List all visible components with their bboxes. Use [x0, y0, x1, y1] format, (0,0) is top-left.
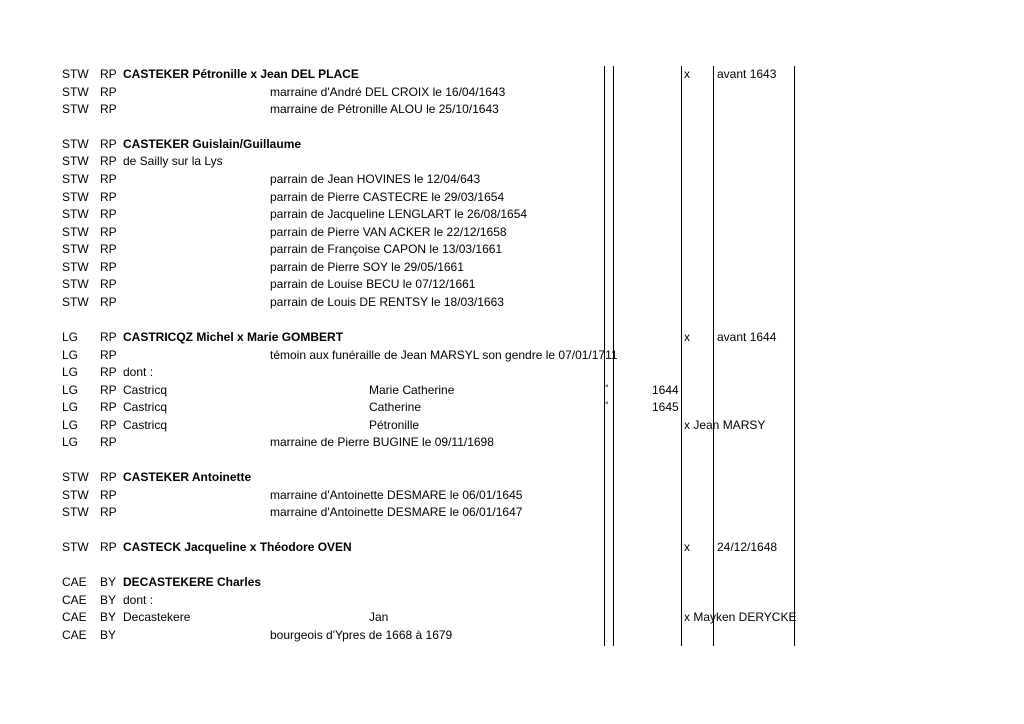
register-row — [0, 84, 1024, 101]
register-row — [0, 206, 1024, 223]
register-row — [0, 329, 1024, 346]
source-code: RP — [100, 400, 117, 414]
marriage-marker: x — [684, 67, 690, 81]
agency-code: LG — [62, 348, 79, 362]
source-code: RP — [100, 137, 117, 151]
agency-code: LG — [62, 435, 79, 449]
person-entry: CASTRICQZ Michel x Marie GOMBERT — [123, 330, 344, 344]
person-entry: Decastekere — [123, 610, 191, 624]
birth-year: 1644 — [652, 383, 679, 397]
register-row — [0, 101, 1024, 118]
register-row — [0, 347, 1024, 364]
person-entry: Castricq — [123, 418, 168, 432]
source-code: RP — [100, 295, 117, 309]
source-code: BY — [100, 593, 117, 607]
agency-code: LG — [62, 400, 79, 414]
agency-code: CAE — [62, 610, 87, 624]
birth-symbol: ° — [605, 383, 609, 393]
register-row — [0, 189, 1024, 206]
source-code: RP — [100, 330, 117, 344]
source-code: RP — [100, 207, 117, 221]
register-row — [0, 382, 1024, 399]
marriage-marker: x Jean MARSY — [684, 418, 766, 432]
source-code: RP — [100, 225, 117, 239]
register-row — [0, 487, 1024, 504]
source-code: RP — [100, 488, 117, 502]
marriage-date: 24/12/1648 — [717, 540, 778, 554]
source-code: RP — [100, 348, 117, 362]
source-code: RP — [100, 190, 117, 204]
agency-code: STW — [62, 154, 89, 168]
event-description: témoin aux funéraille de Jean MARSYL son gendre le 07/01/1711 — [270, 348, 618, 362]
agency-code: STW — [62, 260, 89, 274]
person-entry: CASTEKER Pétronille x Jean DEL PLACE — [123, 67, 359, 81]
agency-code: LG — [62, 418, 79, 432]
register-row — [0, 417, 1024, 434]
agency-code: CAE — [62, 593, 87, 607]
source-code: RP — [100, 67, 117, 81]
person-entry: DECASTEKERE Charles — [123, 575, 262, 589]
register-row — [0, 276, 1024, 293]
register-row — [0, 259, 1024, 276]
marriage-date: avant 1644 — [717, 330, 777, 344]
source-code: RP — [100, 85, 117, 99]
source-code: RP — [100, 505, 117, 519]
event-description: parrain de Jacqueline LENGLART le 26/08/1654 — [270, 207, 528, 221]
person-entry: CASTEKER Antoinette — [123, 470, 252, 484]
agency-code: CAE — [62, 628, 87, 642]
register-row — [0, 469, 1024, 486]
register-row — [0, 504, 1024, 521]
event-description: parrain de Jean HOVINES le 12/04/643 — [270, 172, 481, 186]
register-row — [0, 574, 1024, 591]
source-code: BY — [100, 628, 117, 642]
person-entry: dont : — [123, 593, 154, 607]
source-code: BY — [100, 610, 117, 624]
event-description: bourgeois d'Ypres de 1668 à 1679 — [270, 628, 453, 642]
agency-code: STW — [62, 488, 89, 502]
agency-code: STW — [62, 505, 89, 519]
source-code: RP — [100, 154, 117, 168]
event-description: parrain de Pierre VAN ACKER le 22/12/1658 — [270, 225, 507, 239]
source-code: RP — [100, 365, 117, 379]
agency-code: STW — [62, 295, 89, 309]
person-entry: CASTEKER Guislain/Guillaume — [123, 137, 302, 151]
register-row — [0, 399, 1024, 416]
register-row — [0, 66, 1024, 83]
event-description: marraine d'Antoinette DESMARE le 06/01/1647 — [270, 505, 523, 519]
person-entry: dont : — [123, 365, 154, 379]
source-code: RP — [100, 540, 117, 554]
event-description: parrain de Françoise CAPON le 13/03/1661 — [270, 242, 503, 256]
source-code: RP — [100, 242, 117, 256]
agency-code: STW — [62, 190, 89, 204]
person-entry: de Sailly sur la Lys — [123, 154, 223, 168]
person-entry: Castricq — [123, 383, 168, 397]
event-description: marraine d'André DEL CROIX le 16/04/1643 — [270, 85, 506, 99]
agency-code: LG — [62, 330, 79, 344]
agency-code: LG — [62, 365, 79, 379]
register-row — [0, 153, 1024, 170]
agency-code: STW — [62, 67, 89, 81]
person-entry: CASTECK Jacqueline x Théodore OVEN — [123, 540, 352, 554]
agency-code: STW — [62, 85, 89, 99]
event-description: parrain de Pierre CASTECRE le 29/03/1654 — [270, 190, 505, 204]
source-code: RP — [100, 383, 117, 397]
event-description: parrain de Louise BECU le 07/12/1661 — [270, 277, 476, 291]
agency-code: STW — [62, 225, 89, 239]
register-row — [0, 609, 1024, 626]
agency-code: LG — [62, 383, 79, 397]
event-description: marraine d'Antoinette DESMARE le 06/01/1645 — [270, 488, 523, 502]
register-row — [0, 539, 1024, 556]
agency-code: STW — [62, 137, 89, 151]
marriage-marker: x Mayken DERYCKE — [684, 610, 797, 624]
marriage-marker: x — [684, 330, 690, 344]
source-code: RP — [100, 277, 117, 291]
child-first-name: Jan — [369, 610, 389, 624]
source-code: BY — [100, 575, 117, 589]
source-code: RP — [100, 435, 117, 449]
register-row — [0, 627, 1024, 644]
agency-code: STW — [62, 540, 89, 554]
register-row — [0, 592, 1024, 609]
marriage-marker: x — [684, 540, 690, 554]
source-code: RP — [100, 172, 117, 186]
register-row — [0, 136, 1024, 153]
source-code: RP — [100, 260, 117, 274]
person-entry: Castricq — [123, 400, 168, 414]
agency-code: STW — [62, 242, 89, 256]
register-row — [0, 171, 1024, 188]
event-description: marraine de Pétronille ALOU le 25/10/1643 — [270, 102, 499, 116]
birth-year: 1645 — [652, 400, 679, 414]
agency-code: STW — [62, 172, 89, 186]
register-row — [0, 434, 1024, 451]
agency-code: STW — [62, 470, 89, 484]
event-description: parrain de Pierre SOY le 29/05/1661 — [270, 260, 464, 274]
child-first-name: Catherine — [369, 400, 422, 414]
event-description: marraine de Pierre BUGINE le 09/11/1698 — [270, 435, 494, 449]
child-first-name: Marie Catherine — [369, 383, 455, 397]
register-row — [0, 224, 1024, 241]
birth-symbol: ° — [605, 400, 609, 410]
register-row — [0, 294, 1024, 311]
register-row — [0, 364, 1024, 381]
marriage-date: avant 1643 — [717, 67, 777, 81]
source-code: RP — [100, 418, 117, 432]
register-row — [0, 241, 1024, 258]
agency-code: STW — [62, 207, 89, 221]
source-code: RP — [100, 470, 117, 484]
source-code: RP — [100, 102, 117, 116]
agency-code: STW — [62, 102, 89, 116]
event-description: parrain de Louis DE RENTSY le 18/03/1663 — [270, 295, 504, 309]
child-first-name: Pétronille — [369, 418, 420, 432]
agency-code: STW — [62, 277, 89, 291]
agency-code: CAE — [62, 575, 87, 589]
